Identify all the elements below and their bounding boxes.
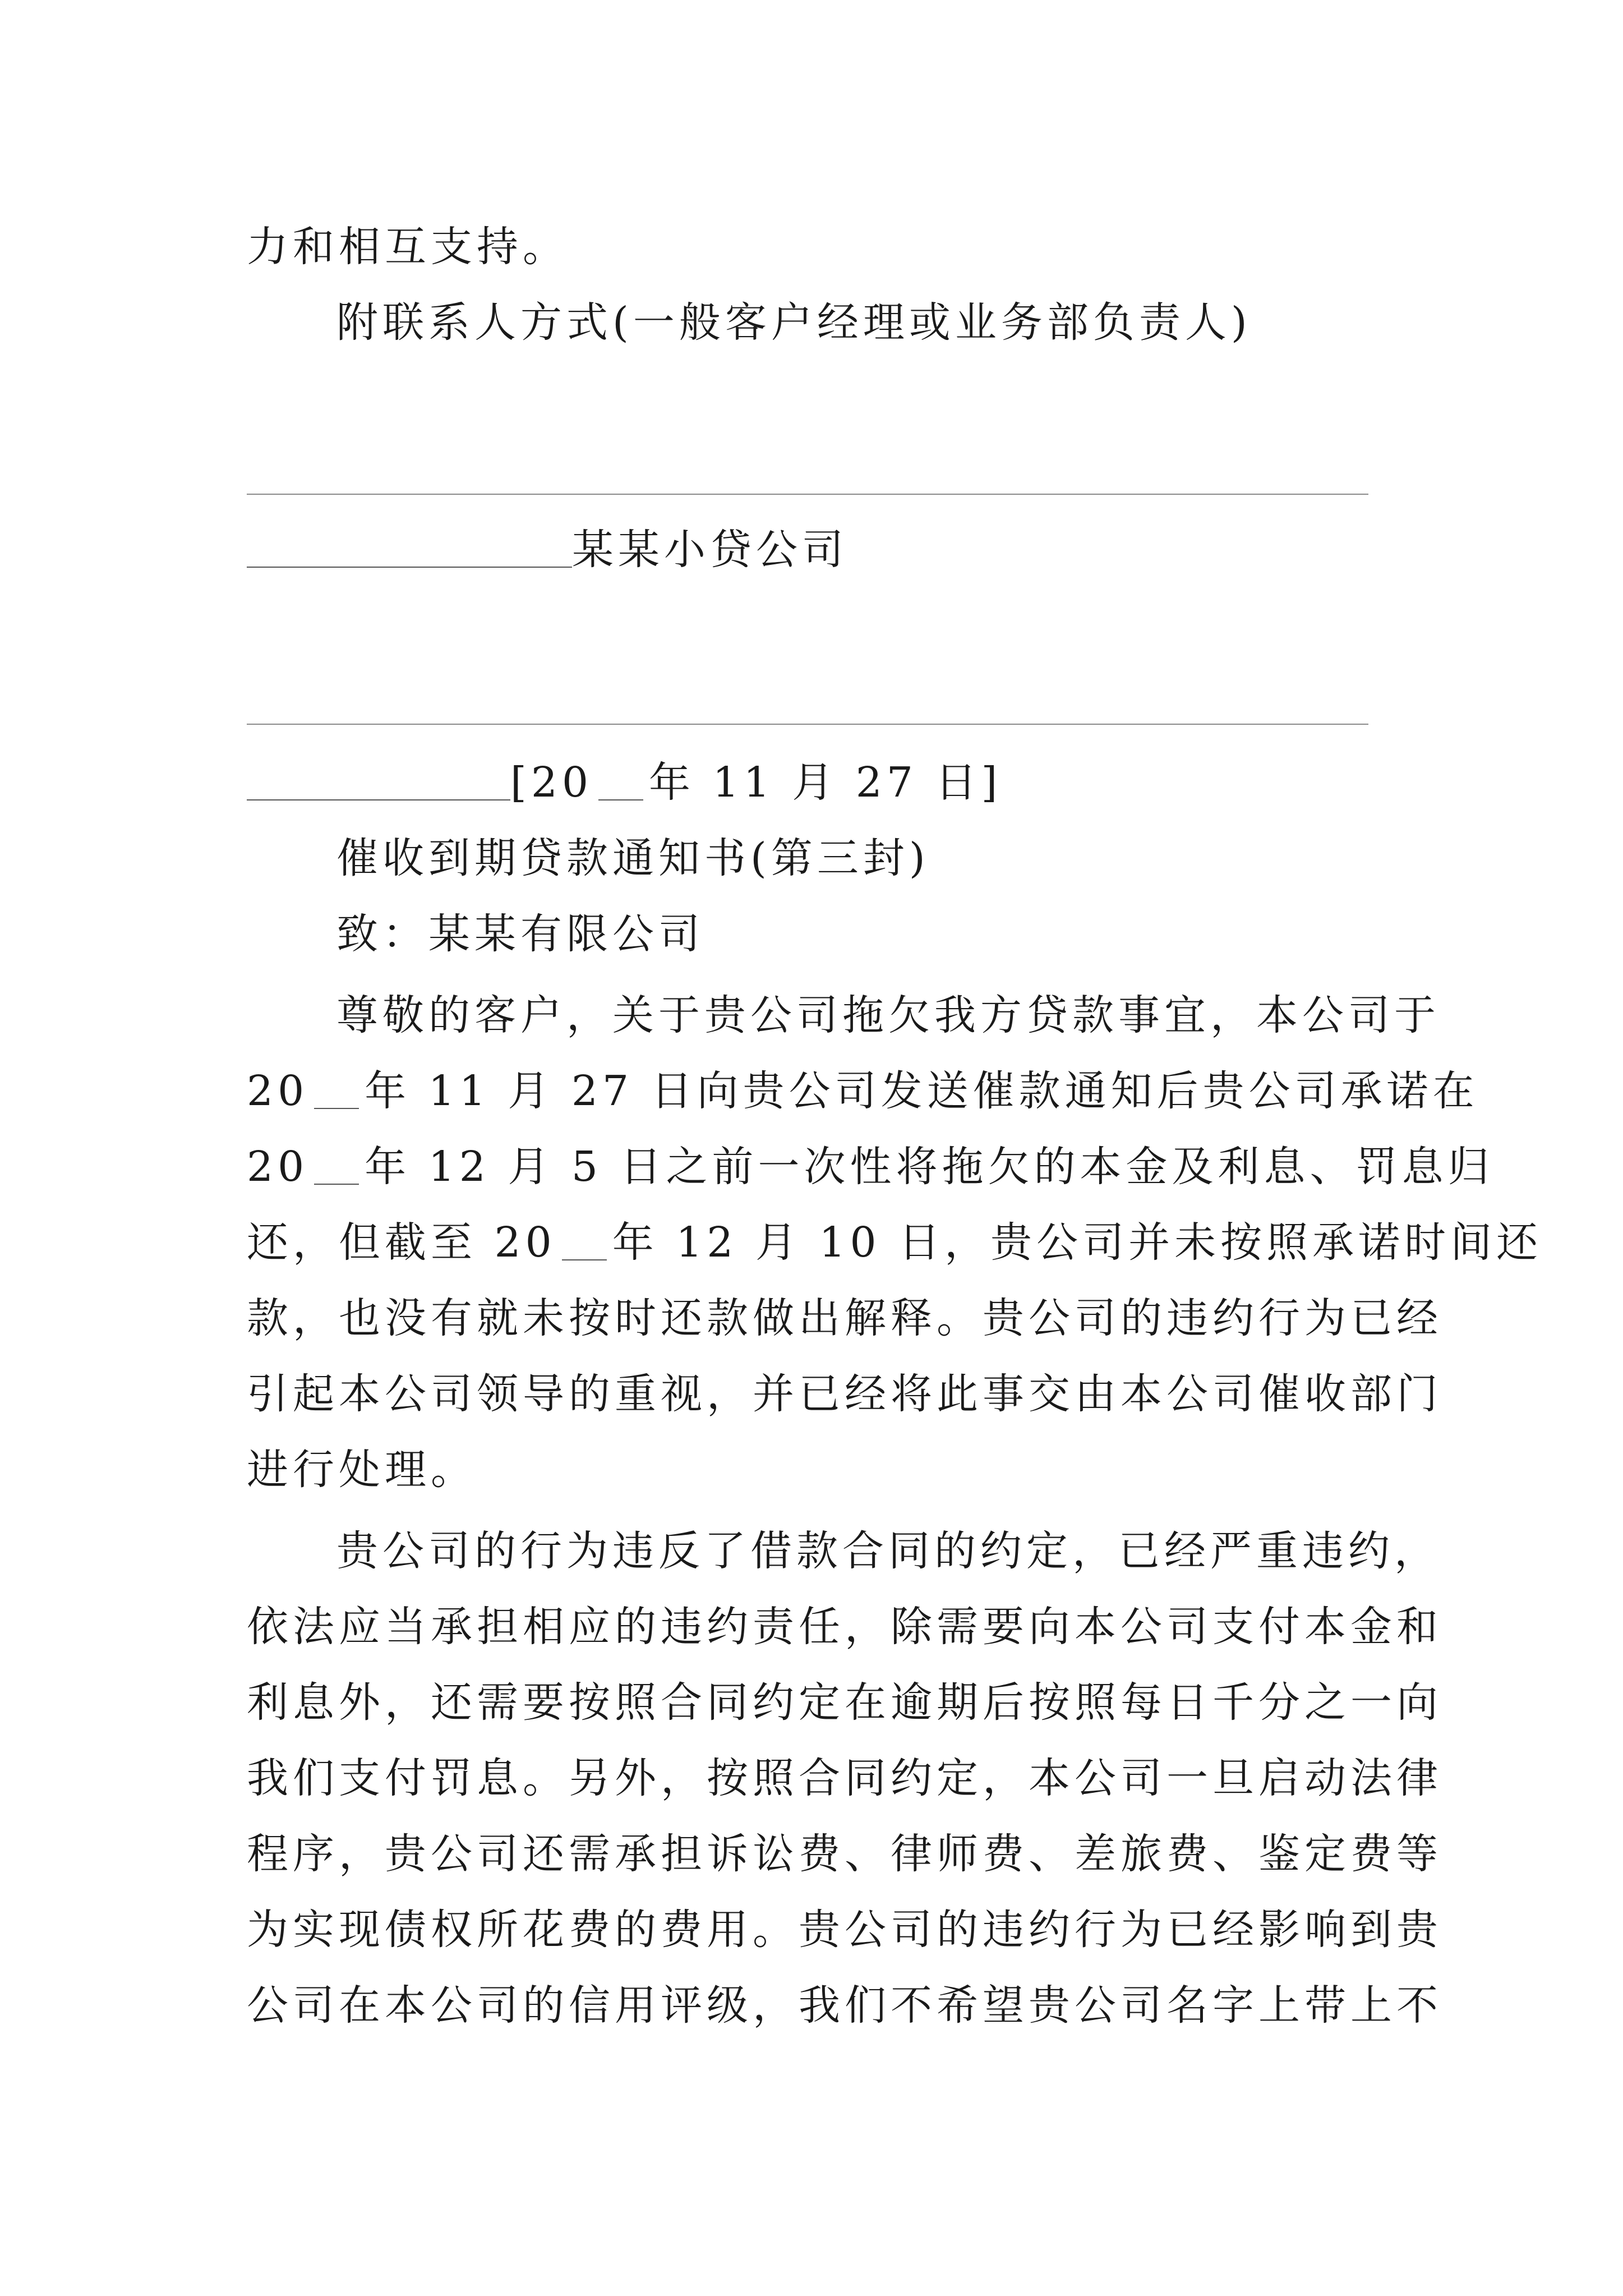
year-prefix: 20 (247, 1067, 309, 1115)
year-blank (562, 1220, 607, 1260)
year-prefix: 20 (247, 1143, 309, 1191)
previous-paragraph-tail: 力和相互支持。 (247, 223, 569, 271)
para2-line-7: 公司在本公司的信用评级，我们不希望贵公司名字上带上不 (247, 1981, 1442, 2030)
year-blank (314, 1144, 359, 1185)
date-line (247, 754, 1002, 811)
blank-fill (247, 527, 572, 568)
para2-line-5: 程序，贵公司还需承担诉讼费、律师费、差旅费、鉴定费等 (247, 1830, 1442, 1878)
para1-line-3-text: 年 12 月 5 日之前一次性将拖欠的本金及利息、罚息归 (365, 1143, 1494, 1191)
recipient: 致：某某有限公司 (336, 910, 704, 958)
para2-line-3: 利息外，还需要按照合同约定在逾期后按照每日千分之一向 (247, 1678, 1442, 1727)
para1-line-4-text: 年 12 月 10 日，贵公司并未按照承诺时间还 (612, 1218, 1543, 1267)
para1-line-3 (247, 1139, 1494, 1195)
para2-line-2: 依法应当承担相应的违约责任，除需要向本公司支付本金和 (247, 1603, 1442, 1651)
contact-note: 附联系人方式(一般客户经理或业务部负责人) (336, 298, 1252, 347)
year-blank (598, 760, 643, 800)
blank-fill (247, 760, 510, 800)
para1-line-4 (247, 1214, 1542, 1271)
signature-rule-2 (247, 724, 1368, 725)
para2-line-6: 为实现债权所花费的费用。贵公司的违约行为已经影响到贵 (247, 1906, 1442, 1954)
para1-line-2 (247, 1063, 1479, 1119)
date-open: [20 (510, 758, 593, 807)
year-prefix: 还，但截至 20 (247, 1218, 556, 1267)
para1-line-5: 款，也没有就未按时还款做出解释。贵公司的违约行为已经 (247, 1294, 1442, 1342)
letter-title: 催收到期贷款通知书(第三封) (336, 834, 930, 882)
date-close: 年 11 月 27 日] (649, 758, 1002, 807)
para1-line-7: 进行处理。 (247, 1446, 477, 1494)
para2-line-4: 我们支付罚息。另外，按照合同约定，本公司一旦启动法律 (247, 1754, 1442, 1802)
signature-rule-1 (247, 494, 1368, 495)
company-signature-line (247, 522, 848, 578)
company-signature: 某某小贷公司 (572, 526, 848, 574)
para1-line-6: 引起本公司领导的重视，并已经将此事交由本公司催收部门 (247, 1370, 1442, 1418)
para1-line-1: 尊敬的客户，关于贵公司拖欠我方贷款事宜，本公司于 (336, 991, 1440, 1039)
para1-line-2-text: 年 11 月 27 日向贵公司发送催款通知后贵公司承诺在 (365, 1067, 1479, 1115)
year-blank (314, 1069, 359, 1109)
para2-line-1: 贵公司的行为违反了借款合同的约定，已经严重违约， (336, 1527, 1440, 1575)
